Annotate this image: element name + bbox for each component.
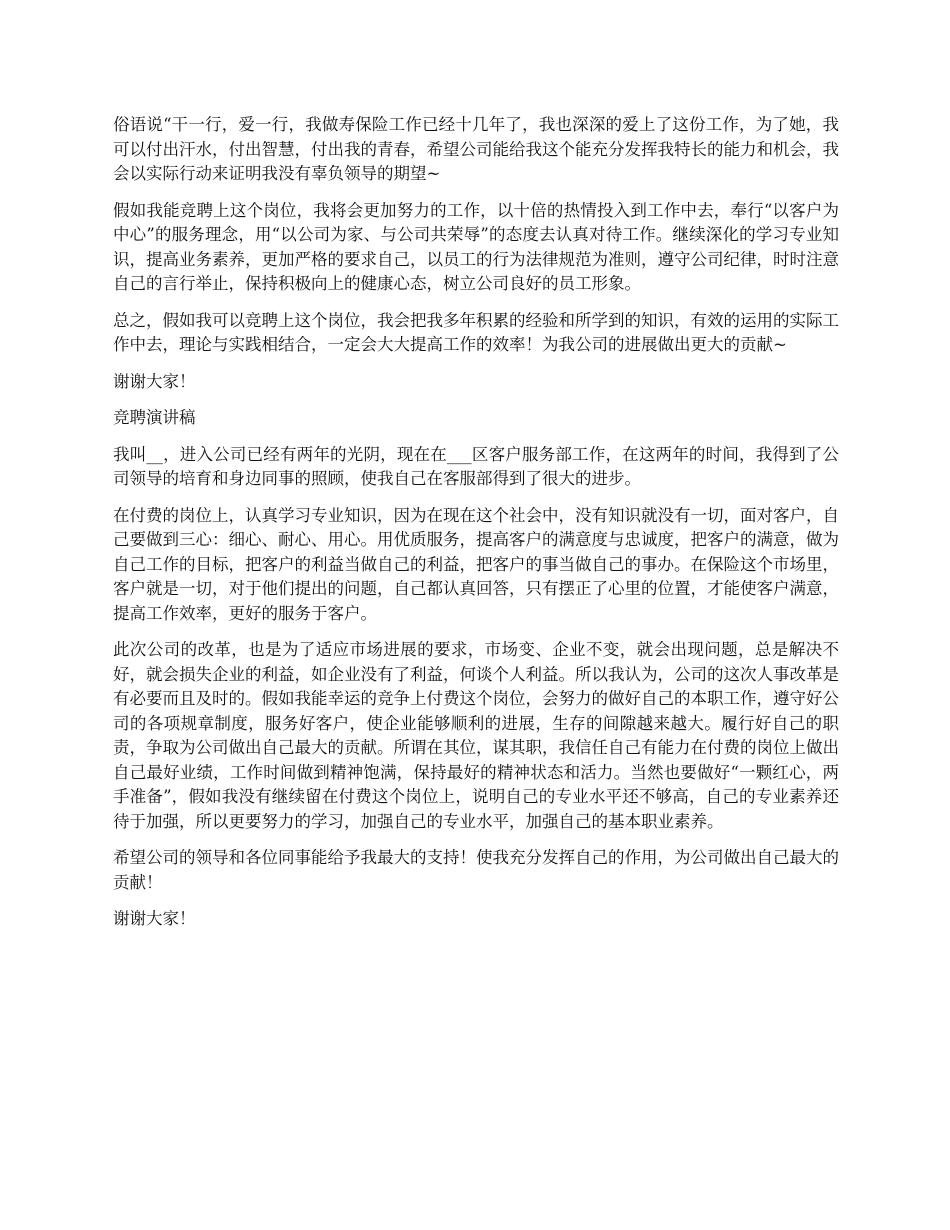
paragraph-conclusion: 总之，假如我可以竞聘上这个岗位，我会把我多年积累的经验和所学到的知识，有效的运用的实际工作中去，理论与实践相结合，一定会大大提高工作的效率！为我公司的进展做出更大的贡献~: [113, 310, 839, 354]
paragraph-thanks-2: 谢谢大家！: [113, 909, 196, 928]
paragraph-self-intro: 我叫__，进入公司已经有两年的光阴，现在在___区客户服务部工作，在这两年的时间，我得到了公司领导的培育和身边同事的照顾，使我自己在客服部得到了很大的进步。: [113, 444, 839, 488]
paragraph-hope: 希望公司的领导和各位同事能给予我最大的支持！使我充分发挥自己的作用，为公司做出自己最大的贡献！: [113, 848, 839, 892]
paragraph-intro-dedication: 俗语说“干一行，爱一行，我做寿保险工作已经十几年了，我也深深的爱上了这份工作，为了她，我可以付出汗水，付出智慧，付出我的青春，希望公司能给我这个能充分发挥我特长的能力和机会，我会以实际行动来证明我没有辜负领导的期望~: [113, 115, 839, 183]
section-heading: 竞聘演讲稿: [113, 408, 196, 427]
paragraph-commitment: 假如我能竞聘上这个岗位，我将会更加努力的工作，以十倍的热情投入到工作中去，奉行“以客户为中心”的服务理念，用“以公司为家、与公司共荣辱”的态度去认真对待工作。继续深化的学习专业知识，提高业务素养，更加严格的要求自己，以员工的行为法律规范为准则，遵守公司纪律，时时注意自己的言行举止，保持积极向上的健康心态，树立公司良好的员工形象。: [113, 200, 839, 293]
document-page: [113, 113, 839, 944]
paragraph-thanks-1: 谢谢大家！: [113, 371, 196, 391]
paragraph-payment-role: 在付费的岗位上，认真学习专业知识，因为在现在这个社会中，没有知识就没有一切，面对客户，自己要做到三心：细心、耐心、用心。用优质服务，提高客户的满意度与忠诚度，把客户的满意，做为自己工作的目标，把客户的利益当做自己的利益，把客户的事当做自己的事办。在保险这个市场里，客户就是一切，对于他们提出的问题，自己都认真回答，只有摆正了心里的位置，才能使客户满意，提高工作效率，更好的服务于客户。: [113, 505, 839, 623]
paragraph-reform: 此次公司的改革，也是为了适应市场进展的要求，市场变、企业不变，就会出现问题，总是解决不好，就会损失企业的利益，如企业没有了利益，何谈个人利益。所以我认为，公司的这次人事改革是有必要而且及时的。假如我能幸运的竞争上付费这个岗位，会努力的做好自己的本职工作，遵守好公司的各项规章制度，服务好客户，使企业能够顺利的进展，生存的间隙越来越大。履行好自己的职责，争取为公司做出自己最大的贡献。所谓在其位，谋其职，我信任自己有能力在付费的岗位上做出自己最好业绩，工作时间做到精神饱满，保持最好的精神状态和活力。当然也要做好“一颗红心，两手准备”，假如我没有继续留在付费这个岗位上，说明自己的专业水平还不够高，自己的专业素养还待于加强，所以更要努力的学习，加强自己的专业水平，加强自己的基本职业素养。: [113, 640, 839, 831]
